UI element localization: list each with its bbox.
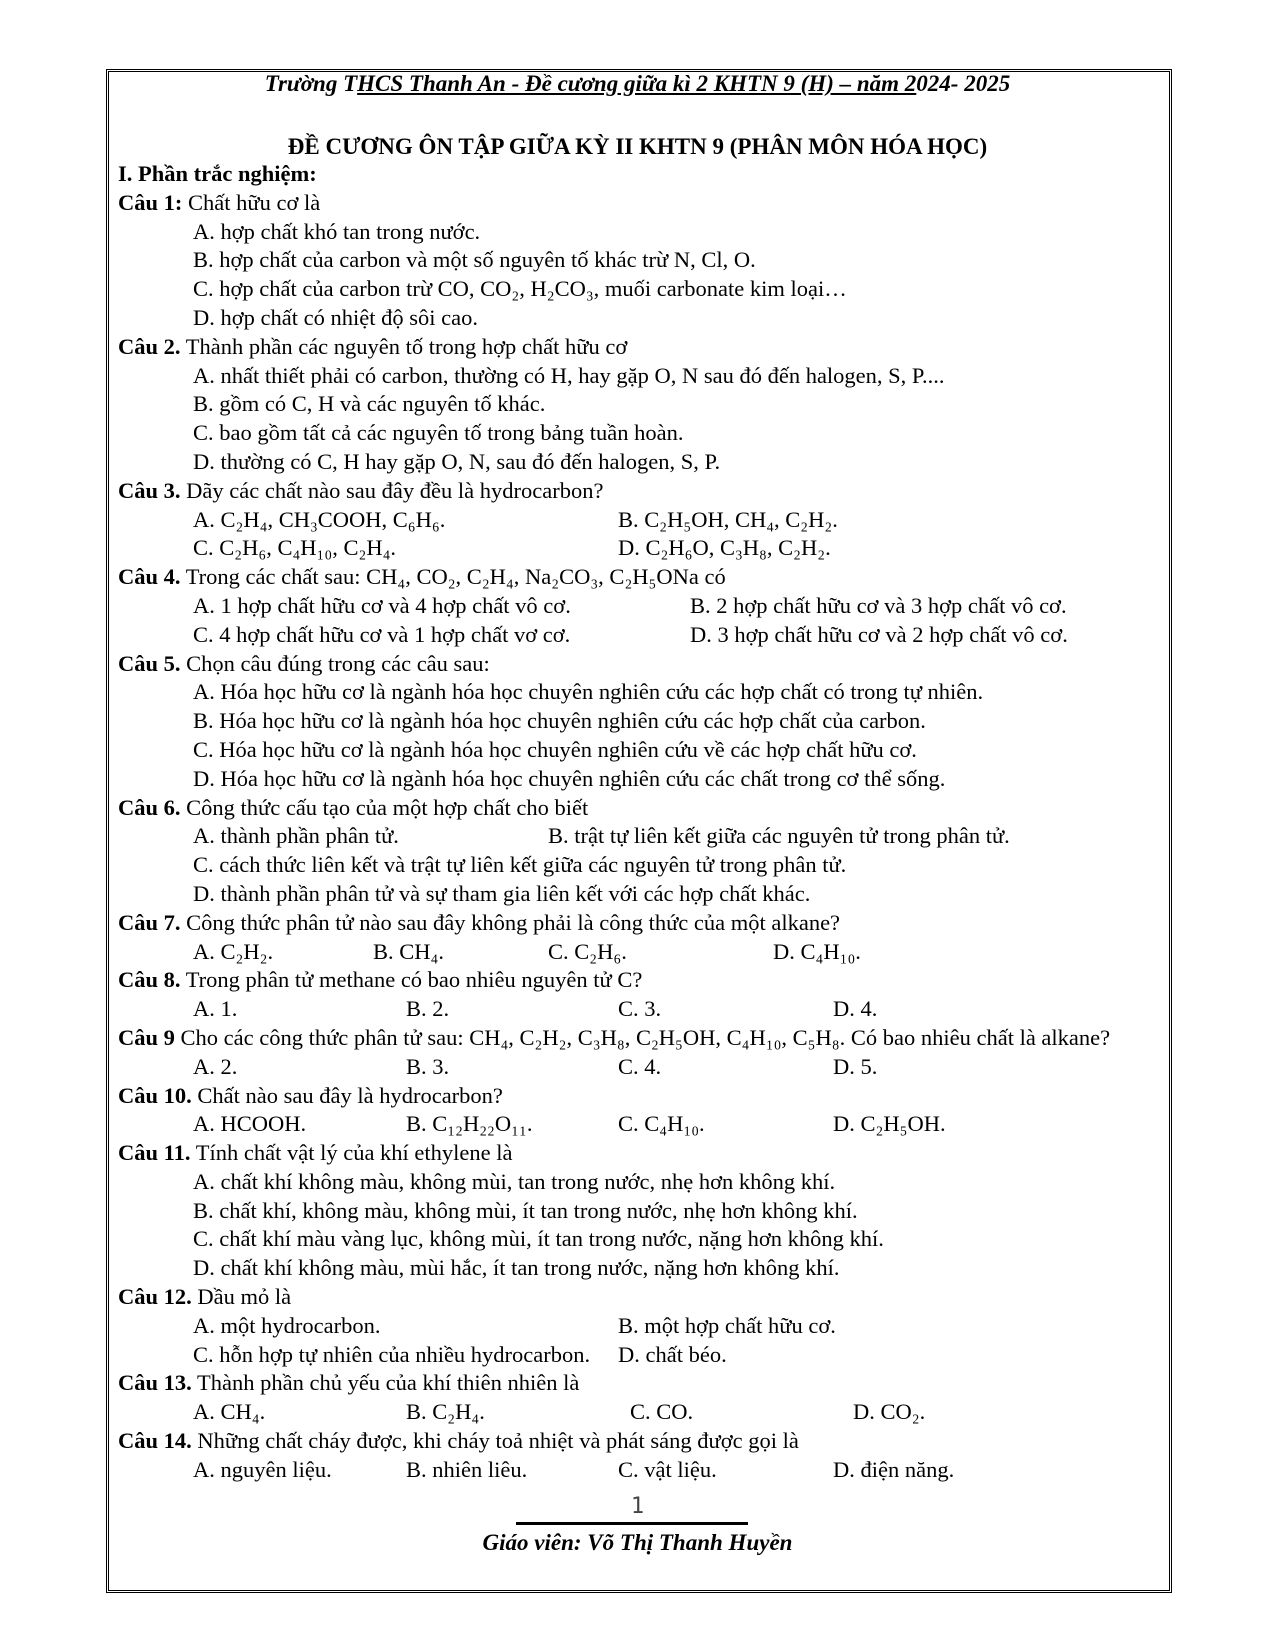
question-4: Câu 4. Trong các chất sau: CH₄, CO₂, C₂H₄, Na₂CO₃, C₂H₅ONa có xyxy=(118,564,726,590)
q9-option-d: D. 5. xyxy=(833,1053,878,1079)
q2-option-a: A. nhất thiết phải có carbon, thường có H, hay gặp O, N sau đó đến halogen, S, P.... xyxy=(193,362,945,388)
q3-option-b: B. C₂H₅OH, CH₄, C₂H₂. xyxy=(618,506,838,532)
q1-option-d: D. hợp chất có nhiệt độ sôi cao. xyxy=(193,304,478,330)
q3-option-a: A. C₂H₄, CH₃COOH, C₆H₆. xyxy=(193,506,446,532)
q9-option-c: C. 4. xyxy=(618,1053,662,1079)
question-12: Câu 12. Dầu mỏ là xyxy=(118,1284,292,1310)
q5-option-c: C. Hóa học hữu cơ là ngành hóa học chuyên nghiên cứu về các hợp chất hữu cơ. xyxy=(193,736,917,762)
q2-option-c: C. bao gồm tất cả các nguyên tố trong bảng tuần hoàn. xyxy=(193,420,684,446)
q2-option-d: D. thường có C, H hay gặp O, N, sau đó đến halogen, S, P. xyxy=(193,448,721,474)
question-6: Câu 6. Công thức cấu tạo của một hợp chất cho biết xyxy=(118,794,589,820)
q9-option-b: B. 3. xyxy=(406,1053,450,1079)
q14-option-a: A. nguyên liệu. xyxy=(193,1456,332,1482)
q14-options xyxy=(118,1456,1163,1485)
question-13: Câu 13. Thành phần chủ yếu của khí thiên nhiên là xyxy=(118,1370,580,1396)
q10-option-b: B. C₁₂H₂₂O₁₁. xyxy=(406,1111,533,1137)
q5-option-a: A. Hóa học hữu cơ là ngành hóa học chuyên nghiên cứu các hợp chất có trong tự nhiên. xyxy=(193,679,984,705)
q6-option-d: D. thành phần phân tử và sự tham gia liên kết với các hợp chất khác. xyxy=(193,880,811,906)
q11-option-d: D. chất khí không màu, mùi hắc, ít tan trong nước, nặng hơn không khí. xyxy=(193,1255,840,1281)
q9-option-a: A. 2. xyxy=(193,1053,238,1079)
q12-options-row-2 xyxy=(118,1341,1163,1370)
q3-options-row-1 xyxy=(118,506,1163,535)
q13-option-b: B. C₂H₄. xyxy=(406,1399,485,1425)
q4-option-c: C. 4 hợp chất hữu cơ và 1 hợp chất vơ cơ. xyxy=(193,621,571,647)
q6-options-row-1 xyxy=(118,822,1163,851)
q7-option-a: A. C₂H₂. xyxy=(193,938,274,964)
q13-option-c: C. CO. xyxy=(630,1399,694,1425)
section-heading: I. Phần trắc nghiệm: xyxy=(118,161,317,186)
q3-option-d: D. C₂H₆O, C₃H₈, C₂H₂. xyxy=(618,535,831,561)
q10-options xyxy=(118,1110,1163,1139)
q6-option-a: A. thành phần phân tử. xyxy=(193,823,399,849)
q7-option-d: D. C₄H₁₀. xyxy=(773,938,861,964)
q12-option-a: A. một hydrocarbon. xyxy=(193,1312,381,1338)
q4-option-a: A. 1 hợp chất hữu cơ và 4 hợp chất vô cơ. xyxy=(193,592,571,618)
question-2: Câu 2. Thành phần các nguyên tố trong hợp chất hữu cơ xyxy=(118,333,628,359)
q8-option-d: D. 4. xyxy=(833,996,878,1022)
q7-option-b: B. CH₄. xyxy=(373,938,444,964)
q14-option-d: D. điện năng. xyxy=(833,1456,955,1482)
q3-option-c: C. C₂H₆, C₄H₁₀, C₂H₄. xyxy=(193,535,397,561)
q14-option-b: B. nhiên liêu. xyxy=(406,1456,528,1482)
q3-options-row-2 xyxy=(118,534,1163,563)
q10-option-a: A. HCOOH. xyxy=(193,1111,307,1137)
q13-option-d: D. CO₂. xyxy=(853,1399,926,1425)
q11-option-b: B. chất khí, không màu, không mùi, ít tan trong nước, nhẹ hơn không khí. xyxy=(193,1197,858,1223)
q7-options xyxy=(118,938,1163,967)
q8-option-b: B. 2. xyxy=(406,996,450,1022)
footer-divider xyxy=(516,1522,748,1525)
q4-options-row-2 xyxy=(118,621,1163,650)
q8-option-c: C. 3. xyxy=(618,996,662,1022)
q4-option-b: B. 2 hợp chất hữu cơ và 3 hợp chất vô cơ. xyxy=(690,592,1067,618)
question-list xyxy=(118,160,1163,1485)
q5-option-d: D. Hóa học hữu cơ là ngành hóa học chuyên nghiên cứu các chất trong cơ thể sống. xyxy=(193,765,946,791)
q4-option-d: D. 3 hợp chất hữu cơ và 2 hợp chất vô cơ. xyxy=(690,621,1068,647)
q8-option-a: A. 1. xyxy=(193,996,238,1022)
q9-options xyxy=(118,1053,1163,1082)
q6-option-b: B. trật tự liên kết giữa các nguyên tử trong phân tử. xyxy=(548,823,1010,849)
q12-options-row-1 xyxy=(118,1312,1163,1341)
question-14: Câu 14. Những chất cháy được, khi cháy toả nhiệt và phát sáng được gọi là xyxy=(118,1428,799,1454)
q1-option-c: C. hợp chất của carbon trừ CO, CO₂, H₂CO₃, muối carbonate kim loại… xyxy=(193,276,847,302)
q13-options xyxy=(118,1398,1163,1427)
q4-options-row-1 xyxy=(118,592,1163,621)
q8-options xyxy=(118,995,1163,1024)
q12-option-b: B. một hợp chất hữu cơ. xyxy=(618,1312,836,1338)
q6-option-c: C. cách thức liên kết và trật tự liên kết giữa các nguyên tử trong phân tử. xyxy=(193,852,847,878)
teacher-credit: Giáo viên: Võ Thị Thanh Huyền xyxy=(482,1530,793,1555)
q11-option-a: A. chất khí không màu, không mùi, tan trong nước, nhẹ hơn không khí. xyxy=(193,1168,836,1194)
question-7: Câu 7. Công thức phân tử nào sau đây không phải là công thức của một alkane? xyxy=(118,909,841,935)
question-5: Câu 5. Chọn câu đúng trong các câu sau: xyxy=(118,650,490,676)
q12-option-c: C. hỗn hợp tự nhiên của nhiều hydrocarbon. xyxy=(193,1341,591,1367)
q11-option-c: C. chất khí màu vàng lục, không mùi, ít tan trong nước, nặng hơn không khí. xyxy=(193,1226,884,1252)
question-3: Câu 3. Dãy các chất nào sau đây đều là hydrocarbon? xyxy=(118,477,604,503)
page-number: 1 xyxy=(630,1494,645,1519)
q1-option-a: A. hợp chất khó tan trong nước. xyxy=(193,218,481,244)
question-9: Câu 9 Cho các công thức phân tử sau: CH₄, C₂H₂, C₃H₈, C₂H₅OH, C₄H₁₀, C₅H₈. Có bao nhiêu chất là alkane? xyxy=(118,1024,1111,1050)
question-10: Câu 10. Chất nào sau đây là hydrocarbon? xyxy=(118,1082,503,1108)
q14-option-c: C. vật liệu. xyxy=(618,1456,717,1482)
q10-option-d: D. C₂H₅OH. xyxy=(833,1111,946,1137)
document-title: ĐỀ CƯƠNG ÔN TẬP GIỮA KỲ II KHTN 9 (PHÂN MÔN HÓA HỌC) xyxy=(287,134,988,159)
question-1: Câu 1: Chất hữu cơ là xyxy=(118,189,321,215)
q13-option-a: A. CH₄. xyxy=(193,1399,266,1425)
q1-option-b: B. hợp chất của carbon và một số nguyên tố khác trừ N, Cl, O. xyxy=(193,247,756,273)
q10-option-c: C. C₄H₁₀. xyxy=(618,1111,705,1137)
page-header: Trường THCS Thanh An - Đề cương giữa kì 2 KHTN 9 (H) – năm 2024- 2025 xyxy=(264,71,1011,96)
q7-option-c: C. C₂H₆. xyxy=(548,938,627,964)
q5-option-b: B. Hóa học hữu cơ là ngành hóa học chuyên nghiên cứu các hợp chất của carbon. xyxy=(193,708,926,734)
question-11: Câu 11. Tính chất vật lý của khí ethylene là xyxy=(118,1140,513,1166)
question-8: Câu 8. Trong phân tử methane có bao nhiêu nguyên tử C? xyxy=(118,967,643,993)
q12-option-d: D. chất béo. xyxy=(618,1341,727,1367)
q2-option-b: B. gồm có C, H và các nguyên tố khác. xyxy=(193,391,546,417)
